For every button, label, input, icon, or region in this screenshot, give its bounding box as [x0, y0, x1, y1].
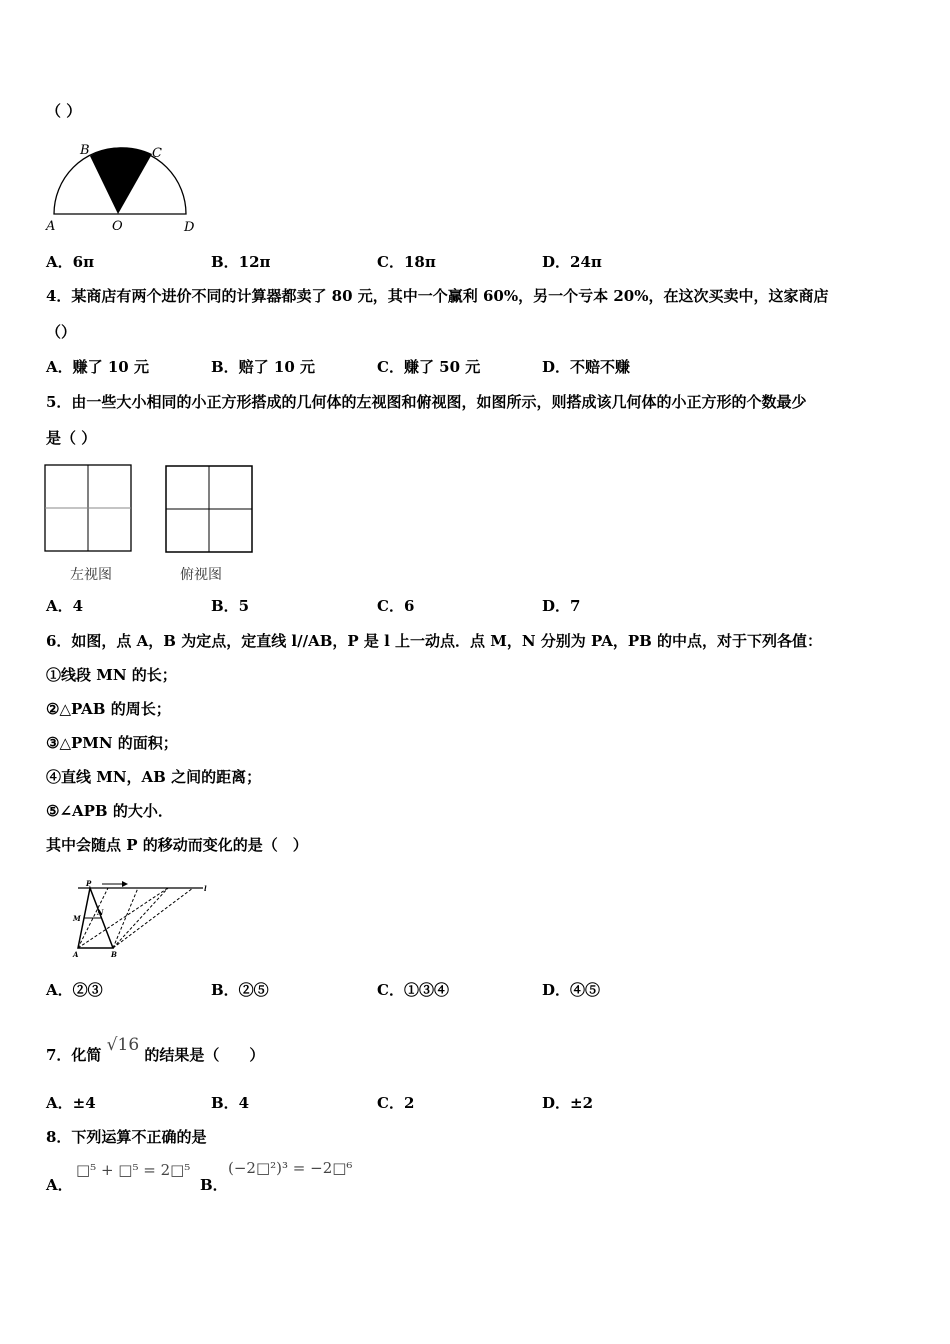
label-o: O	[112, 219, 123, 234]
q6-stem: 6．如图，点 A，B 为定点，定直线 l//AB，P 是 l 上一动点．点 M，N 分别为 PA，PB 的中点，对于下列各值：	[46, 632, 823, 650]
q6-item-5: ⑤∠APB 的大小．	[46, 802, 173, 820]
q3-option-c[interactable]: C．18π	[377, 253, 436, 271]
q5-option-c[interactable]: C．6	[377, 597, 415, 615]
q7-stem-b: 的结果是（ ）	[144, 1046, 265, 1064]
q4-stem: 4．某商店有两个进价不同的计算器都卖了 80 元，其中一个赢利 60%，另一个亏本 20%，在这次买卖中，这家商店	[46, 287, 829, 305]
label-m: M	[73, 914, 81, 923]
q6-option-c[interactable]: C．①③④	[377, 981, 449, 999]
top-view-grid	[165, 465, 255, 555]
q4-option-a[interactable]: A．赚了 10 元	[46, 358, 149, 376]
q7-option-b[interactable]: B．4	[211, 1094, 250, 1112]
label-a: A	[73, 950, 79, 959]
q6-item-4: ④直线 MN，AB 之间的距离；	[46, 768, 262, 786]
label-a: A	[46, 219, 56, 234]
q7-option-c[interactable]: C．2	[377, 1094, 415, 1112]
label-n: N	[97, 908, 104, 917]
q8-option-b-expr: (−2□²)³ = −2□⁶	[228, 1159, 353, 1177]
q6-item-1: ①线段 MN 的长；	[46, 666, 177, 684]
q8-option-b-label[interactable]: B．	[200, 1176, 228, 1194]
q3-option-a[interactable]: A．6π	[46, 253, 95, 271]
q6-option-b[interactable]: B．②⑤	[211, 981, 269, 999]
label-d: D	[184, 220, 195, 235]
left-view-grid	[44, 464, 134, 554]
label-c: C	[152, 146, 162, 161]
label-p: P	[86, 879, 92, 888]
q6-item-3: ③△PMN 的面积；	[46, 734, 178, 752]
label-b: B	[111, 950, 117, 959]
q4-option-c[interactable]: C．赚了 50 元	[377, 358, 481, 376]
q5-stem-cont: 是（ ）	[46, 429, 97, 447]
q6-option-a[interactable]: A．②③	[46, 981, 103, 999]
q7-stem-a: 7．化简	[46, 1046, 102, 1064]
q6-item-2: ②△PAB 的周长；	[46, 700, 171, 718]
q5-stem: 5．由一些大小相同的小正方形搭成的几何体的左视图和俯视图，如图所示，则搭成该几何体的小正方形的个数最少	[46, 393, 807, 411]
q3-answer-paren: （ ）	[46, 102, 82, 120]
q7-option-d[interactable]: D．±2	[542, 1094, 594, 1112]
q5-option-a[interactable]: A．4	[46, 597, 84, 615]
q8-option-a-expr: □⁵ + □⁵ = 2□⁵	[76, 1161, 191, 1179]
q3-semicircle-figure	[40, 138, 210, 238]
left-view-caption: 左视图	[70, 567, 112, 583]
q7-option-a[interactable]: A．±4	[46, 1094, 96, 1112]
q5-option-d[interactable]: D．7	[542, 597, 581, 615]
label-b: B	[80, 143, 90, 158]
q6-question: 其中会随点 P 的移动而变化的是（ ）	[46, 836, 308, 854]
q4-option-b[interactable]: B．赔了 10 元	[211, 358, 315, 376]
q7-stem	[46, 1035, 265, 1065]
label-l: l	[204, 884, 207, 893]
q3-option-b[interactable]: B．12π	[211, 253, 271, 271]
q4-option-d[interactable]: D．不赔不赚	[542, 358, 631, 376]
q8-stem: 8．下列运算不正确的是	[46, 1128, 207, 1146]
q4-paren: （）	[46, 323, 77, 341]
q3-option-d[interactable]: D．24π	[542, 253, 602, 271]
top-view-caption: 俯视图	[180, 567, 222, 583]
q8-option-a-label[interactable]: A．	[46, 1176, 73, 1194]
sqrt16-expr: √16	[106, 1035, 140, 1055]
q5-option-b[interactable]: B．5	[211, 597, 250, 615]
q6-option-d[interactable]: D．④⑤	[542, 981, 601, 999]
q6-figure	[68, 876, 213, 961]
